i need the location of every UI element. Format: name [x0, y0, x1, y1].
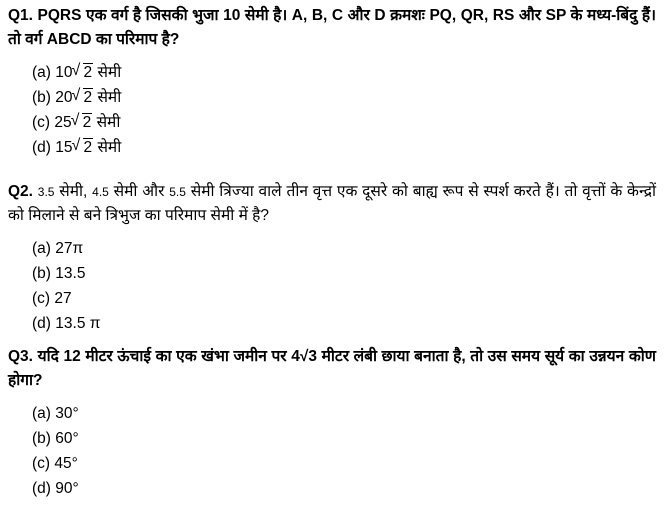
option-item[interactable] [32, 135, 656, 160]
option-radicand: 2 [83, 89, 93, 106]
option-radicand: 2 [83, 139, 93, 156]
option-value: 30° [55, 405, 79, 422]
option-unit: सेमी [97, 89, 122, 106]
option-coef: 25 [54, 114, 72, 131]
option-coef: 20 [55, 89, 73, 106]
option-value: 13.5 π [55, 315, 101, 332]
option-label: (a) [32, 405, 51, 422]
option-label: (d) [32, 139, 51, 156]
option-label: (b) [32, 265, 51, 282]
question-1-body: PQRS एक वर्ग है जिसकी भुजा 10 सेमी है। A, B, C और D क्रमशः PQ, QR, RS और SP के मध्य-बिंदु हैं। तो वर्ग ABCD का परिमाप है? [8, 7, 656, 48]
question-1-number: Q1. [8, 7, 33, 24]
sqrt-symbol [73, 135, 94, 160]
question-1 [8, 4, 656, 160]
option-value: 27π [55, 240, 84, 257]
sqrt-symbol [73, 60, 94, 85]
option-unit: सेमी [96, 114, 121, 131]
option-label: (b) [32, 89, 51, 106]
radius-value-3: 5.5 [169, 185, 186, 199]
option-label: (d) [32, 315, 51, 332]
option-value: 90° [55, 480, 79, 497]
option-unit: सेमी [97, 139, 122, 156]
question-2-options [8, 236, 656, 336]
option-coef: 10 [55, 64, 73, 81]
question-3 [8, 345, 656, 501]
radius-value-2: 4.5 [92, 185, 109, 199]
option-coef: 15 [55, 139, 73, 156]
question-3-number: Q3. [8, 348, 33, 365]
option-item[interactable] [32, 476, 656, 501]
question-2-text-part-2: सेमी और [108, 183, 170, 200]
option-item[interactable] [32, 401, 656, 426]
question-3-text [8, 345, 656, 393]
option-value: 27 [54, 290, 72, 307]
option-item[interactable] [32, 311, 656, 336]
option-radicand: 2 [83, 64, 93, 81]
option-item[interactable] [32, 60, 656, 85]
option-item[interactable] [32, 286, 656, 311]
option-radicand: 2 [82, 114, 92, 131]
option-value: 45° [54, 455, 78, 472]
option-label: (a) [32, 240, 51, 257]
question-3-body: यदि 12 मीटर ऊंचाई का एक खंभा जमीन पर 4√3 मीटर लंबी छाया बनाता है, तो उस समय सूर्य का उन्नयन कोण होगा? [8, 348, 656, 389]
sqrt-symbol [73, 85, 94, 110]
option-label: (c) [32, 114, 51, 131]
option-item[interactable] [32, 110, 656, 135]
option-item[interactable] [32, 85, 656, 110]
option-item[interactable] [32, 261, 656, 286]
option-item[interactable] [32, 236, 656, 261]
question-1-text [8, 4, 656, 52]
option-unit: सेमी [97, 64, 122, 81]
option-item[interactable] [32, 451, 656, 476]
option-label: (d) [32, 480, 51, 497]
question-2-text-part-1: सेमी, [54, 183, 93, 200]
question-2-text [8, 180, 656, 228]
option-value: 60° [55, 430, 79, 447]
sqrt-symbol [72, 110, 93, 135]
radius-value-1: 3.5 [37, 185, 55, 199]
question-1-options [8, 60, 656, 160]
option-label: (c) [32, 290, 51, 307]
question-3-options [8, 401, 656, 501]
question-2 [8, 180, 656, 336]
question-2-number: Q2. [8, 183, 33, 200]
option-value: 13.5 [55, 265, 86, 282]
option-item[interactable] [32, 426, 656, 451]
option-label: (c) [32, 455, 51, 472]
option-label: (b) [32, 430, 51, 447]
option-label: (a) [32, 64, 51, 81]
question-2-text-part-3: सेमी त्रिज्या वाले तीन वृत्त एक दूसरे को बाह्य रूप से स्पर्श करते हैं। तो वृत्तों के केन्द्रों को मिलाने से बने त्रिभुज का परिमाप सेमी में है? [8, 183, 656, 224]
